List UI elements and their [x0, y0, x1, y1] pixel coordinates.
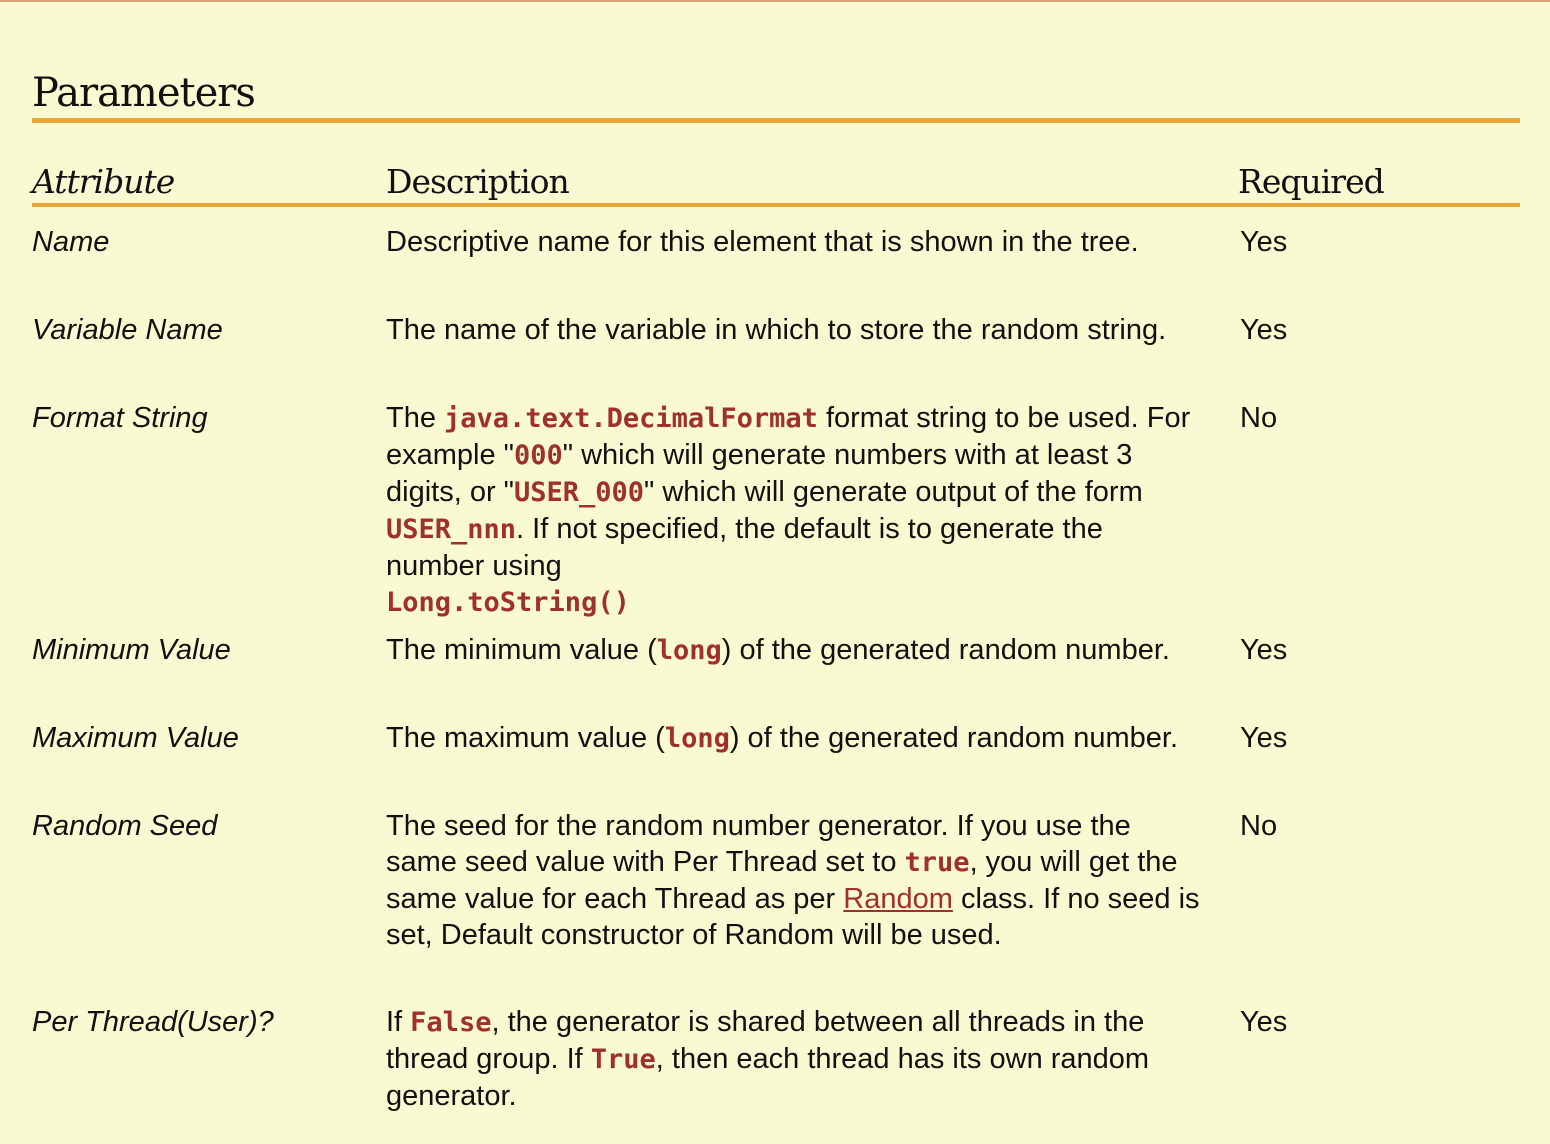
code-user-000: USER_000 [513, 477, 644, 508]
attribute-name: Per Thread(User)? [32, 1006, 274, 1038]
attribute-description [386, 312, 1206, 348]
desc-text: . If not specified, the default is to generate the number using [386, 513, 1103, 582]
code-long: long [664, 723, 730, 754]
attribute-name: Format String [32, 402, 208, 434]
title-rule [32, 118, 1520, 123]
code-long: long [656, 635, 722, 666]
desc-text: ) of the generated random number. [721, 634, 1170, 666]
required-value: Yes [1240, 314, 1288, 346]
required-value: Yes [1240, 722, 1288, 754]
header-attribute: Attribute [32, 162, 175, 201]
desc-text: class. If no seed is set, Default constructor of Random will be used. [386, 883, 1200, 951]
attribute-name: Random Seed [32, 810, 218, 842]
code-true: True [590, 1044, 656, 1075]
attribute-description [386, 224, 1206, 260]
header-required: Required [1238, 162, 1384, 201]
code-decimalformat: java.text.DecimalFormat [444, 403, 818, 434]
desc-text: , you will get the same value for each Thread as per [386, 846, 1178, 915]
desc-text: ) of the generated random number. [729, 722, 1179, 754]
attribute-name: Variable Name [32, 314, 223, 346]
required-value: Yes [1240, 1006, 1288, 1038]
desc-text: The name of the variable in which to store the random string. [386, 314, 1167, 346]
code-000: 000 [513, 440, 563, 471]
required-value: Yes [1240, 226, 1288, 258]
desc-text: " which will generate numbers with at least 3 digits, or " [386, 439, 1133, 508]
required-value: Yes [1240, 634, 1288, 666]
desc-text: The [386, 402, 445, 434]
header-description: Description [386, 162, 569, 201]
header-rule [32, 203, 1520, 207]
attribute-name: Name [32, 226, 110, 258]
desc-text: format string to be used. For example " [386, 402, 1191, 471]
attribute-name: Minimum Value [32, 634, 231, 666]
desc-text: " which will generate output of the form [644, 476, 1143, 508]
section-title: Parameters [32, 70, 255, 116]
desc-text: The minimum value ( [386, 634, 657, 666]
code-false: False [410, 1007, 492, 1038]
attribute-description [386, 400, 1206, 621]
desc-text: , then each thread has its own random generator. [386, 1043, 1150, 1112]
desc-text: Descriptive name for this element that is shown in the tree. [386, 226, 1139, 258]
attribute-description [386, 1004, 1206, 1114]
random-class-link[interactable]: Random [843, 883, 953, 915]
attribute-description [386, 720, 1206, 757]
code-long-tostring: Long.toString() [386, 587, 630, 618]
desc-text: If [386, 1006, 411, 1038]
desc-text: , the generator is shared between all threads in the thread group. If [386, 1006, 1145, 1075]
attribute-description [386, 808, 1206, 953]
attribute-description [386, 632, 1206, 669]
desc-text: The seed for the random number generator. If you use the same seed value with Per Thread set to [386, 810, 1131, 878]
code-user-nnn: USER_nnn [386, 514, 517, 545]
required-value: No [1240, 810, 1278, 842]
required-value: No [1240, 402, 1278, 434]
desc-text: The maximum value ( [386, 722, 665, 754]
code-true: true [904, 847, 970, 878]
attribute-name: Maximum Value [32, 722, 239, 754]
